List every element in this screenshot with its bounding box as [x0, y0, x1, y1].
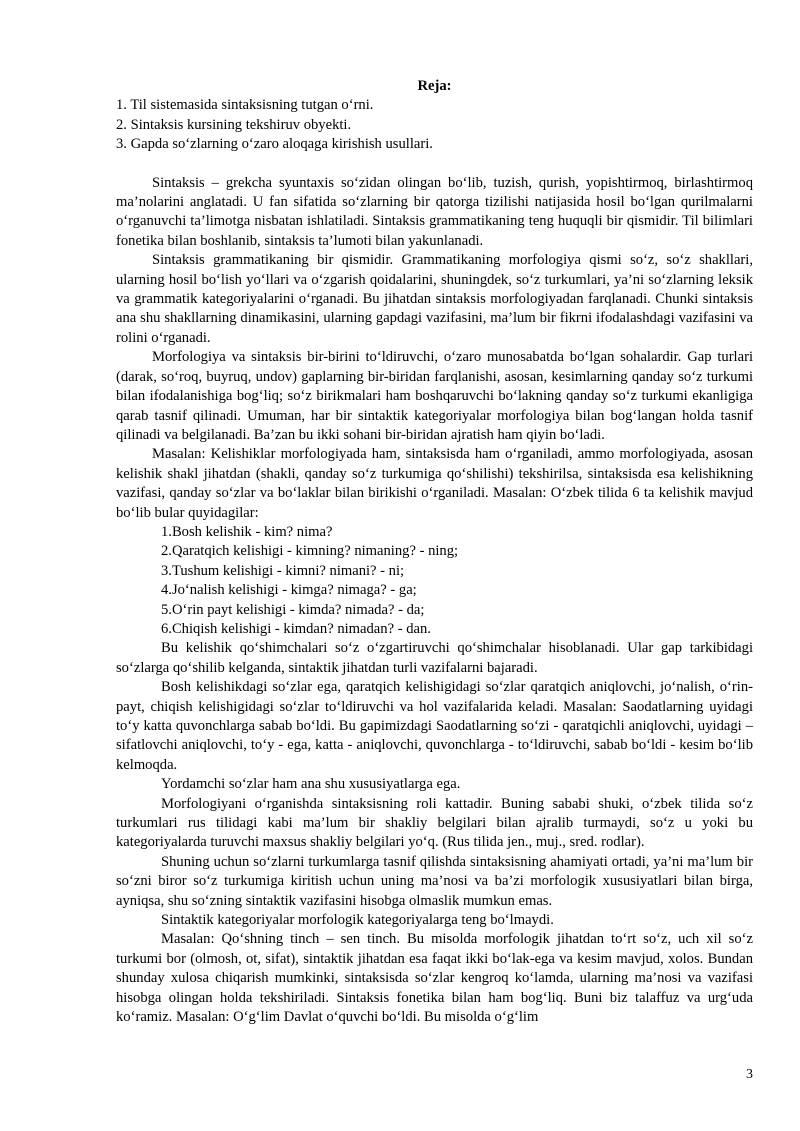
plan-item-3: 3. Gapda so‘zlarning o‘zaro aloqaga kirishish usullari. — [116, 136, 433, 153]
plan-item-2: 2. Sintaksis kursining tekshiruv obyekti. — [116, 116, 352, 133]
paragraph-categories: Sintaktik kategoriyalar morfologik kategoriyalarga teng bo‘lmaydi. — [161, 912, 554, 929]
paragraph-syntax-grammar: Sintaksis grammatikaning bir qismidir. Grammatikaning morfologiya qismi so‘z, so‘z shakllari, ularning hosil bo‘lish yo‘llari va o‘zgarish qoidalarini, shuningdek, so‘z turkumlari, ya’ni so‘zlarning leksik va grammatik kategoriyalarini o‘rganadi. Bu jihatdan sintaksis morfologiyadan farqlanadi. Chunki sintaksis ana shu shakllarning dinamikasini, ularning gapdagi vazifasini, ma’lum bir fikrni ifodalashdagi vazifasini va rolini o‘rganadi. — [116, 252, 753, 346]
page-number: 3 — [746, 1067, 753, 1082]
paragraph-syntax-definition: Sintaksis – grekcha syuntaxis so‘zidan olingan bo‘lib, tuzish, qurish, yopishtirmoq, birlashtirmoq ma’nolarini anglatadi. U fan sifatida so‘zlarning bir qatorga tizilishi natijasida hosil bo‘lgan qurilmalarni o‘rganuvchi ta’limotga nisbatan ishlatiladi. Sintaksis grammatikaning teng huquqli bir qismidir. Til bilimlari fonetika bilan boshlanib, sintaksis ta’lumoti bilan yakunlanadi. — [116, 174, 753, 249]
plan-title: Reja: — [417, 78, 452, 94]
paragraph-syntax-role: Morfologiyani o‘rganishda sintaksisning roli kattadir. Buning sababi shuki, o‘zbek tilida so‘z turkumlari rus tilidagi kabi ma’lum bir shakliy belgilari bilan ajralib turmaydi, so‘z u yoki bu kategoriyalarda turuvchi maxsus shakliy belgilari yo‘q. (Rus tilida jen., muj., sred. rodlar). — [116, 795, 753, 851]
plan-item-1: 1. Til sistemasida sintaksisning tutgan o‘rni. — [116, 97, 374, 114]
paragraph-morphology-syntax: Morfologiya va sintaksis bir-birini to‘ldiruvchi, o‘zaro munosabatda bo‘lgan sohalardir. Gap turlari (darak, so‘roq, buyruq, undov) gaplarning bir-biridan farqlanishi, asosan, kesimlarning qanday so‘z turkumi bilan ifodalanishiga bog‘liq; so‘z birikmalari ham boshqaruvchi bo‘lakning qanday so‘z turkumi ekanligiga qarab tasnif qilinadi. Umuman, har bir sintaktik kategoriyalar morfologiya bilan bog‘langan holda tasnif qilinadi va belgilanadi. Ba’zan bu ikki sohani bir-biridan ajratish ham qiyin bo‘ladi. — [116, 349, 753, 443]
case-list-item: 4.Jo‘nalish kelishigi - kimga? nimaga? - ga; — [161, 582, 417, 599]
paragraph-example: Masalan: Qo‘shning tinch – sen tinch. Bu misolda morfologik jihatdan to‘rt so‘z, uch xil so‘z turkumi bor (olmosh, ot, sifat), sintaktik jihatdan esa faqat ikki bo‘lak-ega va kesim mavjud, xolos. Bundan shunday xulosa chiqarish mumkinki, sintaksisda so‘zlar kengroq ko‘lamda, ularning ma’nosi va vazifasi hisobga olingan holda tekshiriladi. Sintaksis fonetika bilan ham bog‘liq. Buni biz talaffuz va urg‘uda ko‘ramiz. Masalan: O‘g‘lim Davlat o‘quvchi bo‘ldi. Bu misolda o‘g‘lim — [116, 931, 753, 1026]
paragraph-classification: Shuning uchun so‘zlarni turkumlarga tasnif qilishda sintaksisning ahamiyati ortadi, ya’ni ma’lum bir so‘zni biror so‘z turkumiga kiritish uchun uning ma’nosi va ba’zi morfologik xususiyatlari bilan birga, ayniqsa, shu so‘zning sintaktik vazifasini hisobga olmaslik mumkun emas. — [116, 853, 753, 909]
case-list-item: 1.Bosh kelishik - kim? nima? — [161, 523, 333, 540]
case-list-item: 2.Qaratqich kelishigi - kimning? nimaning? - ning; — [161, 543, 459, 560]
paragraph-case-functions: Bosh kelishikdagi so‘zlar ega, qaratqich kelishigidagi so‘zlar qaratqich aniqlovchi, jo‘nalish, o‘rin-payt, chiqish kelishigidagi so‘zlar to‘ldiruvchi va hol vazifalarida keladi. Masalan: Saodatlarning uyidagi to‘y katta quvonchlarga sabab bo‘ldi. Bu gapimizdagi Saodatlarning so‘zi - qaratqichli aniqlovchi, uyidagi – sifatlovchi aniqlovchi, to‘y - ega, katta - aniqlovchi, quvonchlarga - to‘ldiruvchi, sabab bo‘ldi - kesim bo‘lib kelmoqda. — [116, 679, 753, 773]
blank-line — [116, 155, 753, 174]
case-list-item: 3.Tushum kelishigi - kimni? nimani? - ni; — [161, 562, 405, 579]
paragraph-auxiliary-words: Yordamchi so‘zlar ham ana shu xususiyatlarga ega. — [161, 776, 461, 793]
paragraph-cases-intro: Masalan: Kelishiklar morfologiyada ham, sintaksisda ham o‘rganiladi, ammo morfologiyada, asosan kelishik shakl jihatdan (shakli, qanday so‘z turkumiga qo‘shilishi) tekshirilsa, sintaksisda esa kelishikning vazifasi, qanday so‘zlar va bo‘laklar bilan birikishi o‘rganiladi. Masalan: O‘zbek tilida 6 ta kelishik mavjud bo‘lib bular quyidagilar: — [116, 446, 753, 521]
case-list-item: 5.O‘rin payt kelishigi - kimda? nimada? - da; — [161, 601, 425, 618]
document-body — [116, 77, 753, 1028]
paragraph-case-suffixes: Bu kelishik qo‘shimchalari so‘z o‘zgartiruvchi qo‘shimchalar hisoblanadi. Ular gap tarkibidagi so‘zlarga qo‘shilib kelganda, sintaktik jihatdan turli vazifalarni bajaradi. — [116, 640, 753, 676]
case-list-item: 6.Chiqish kelishigi - kimdan? nimadan? - dan. — [161, 620, 431, 637]
